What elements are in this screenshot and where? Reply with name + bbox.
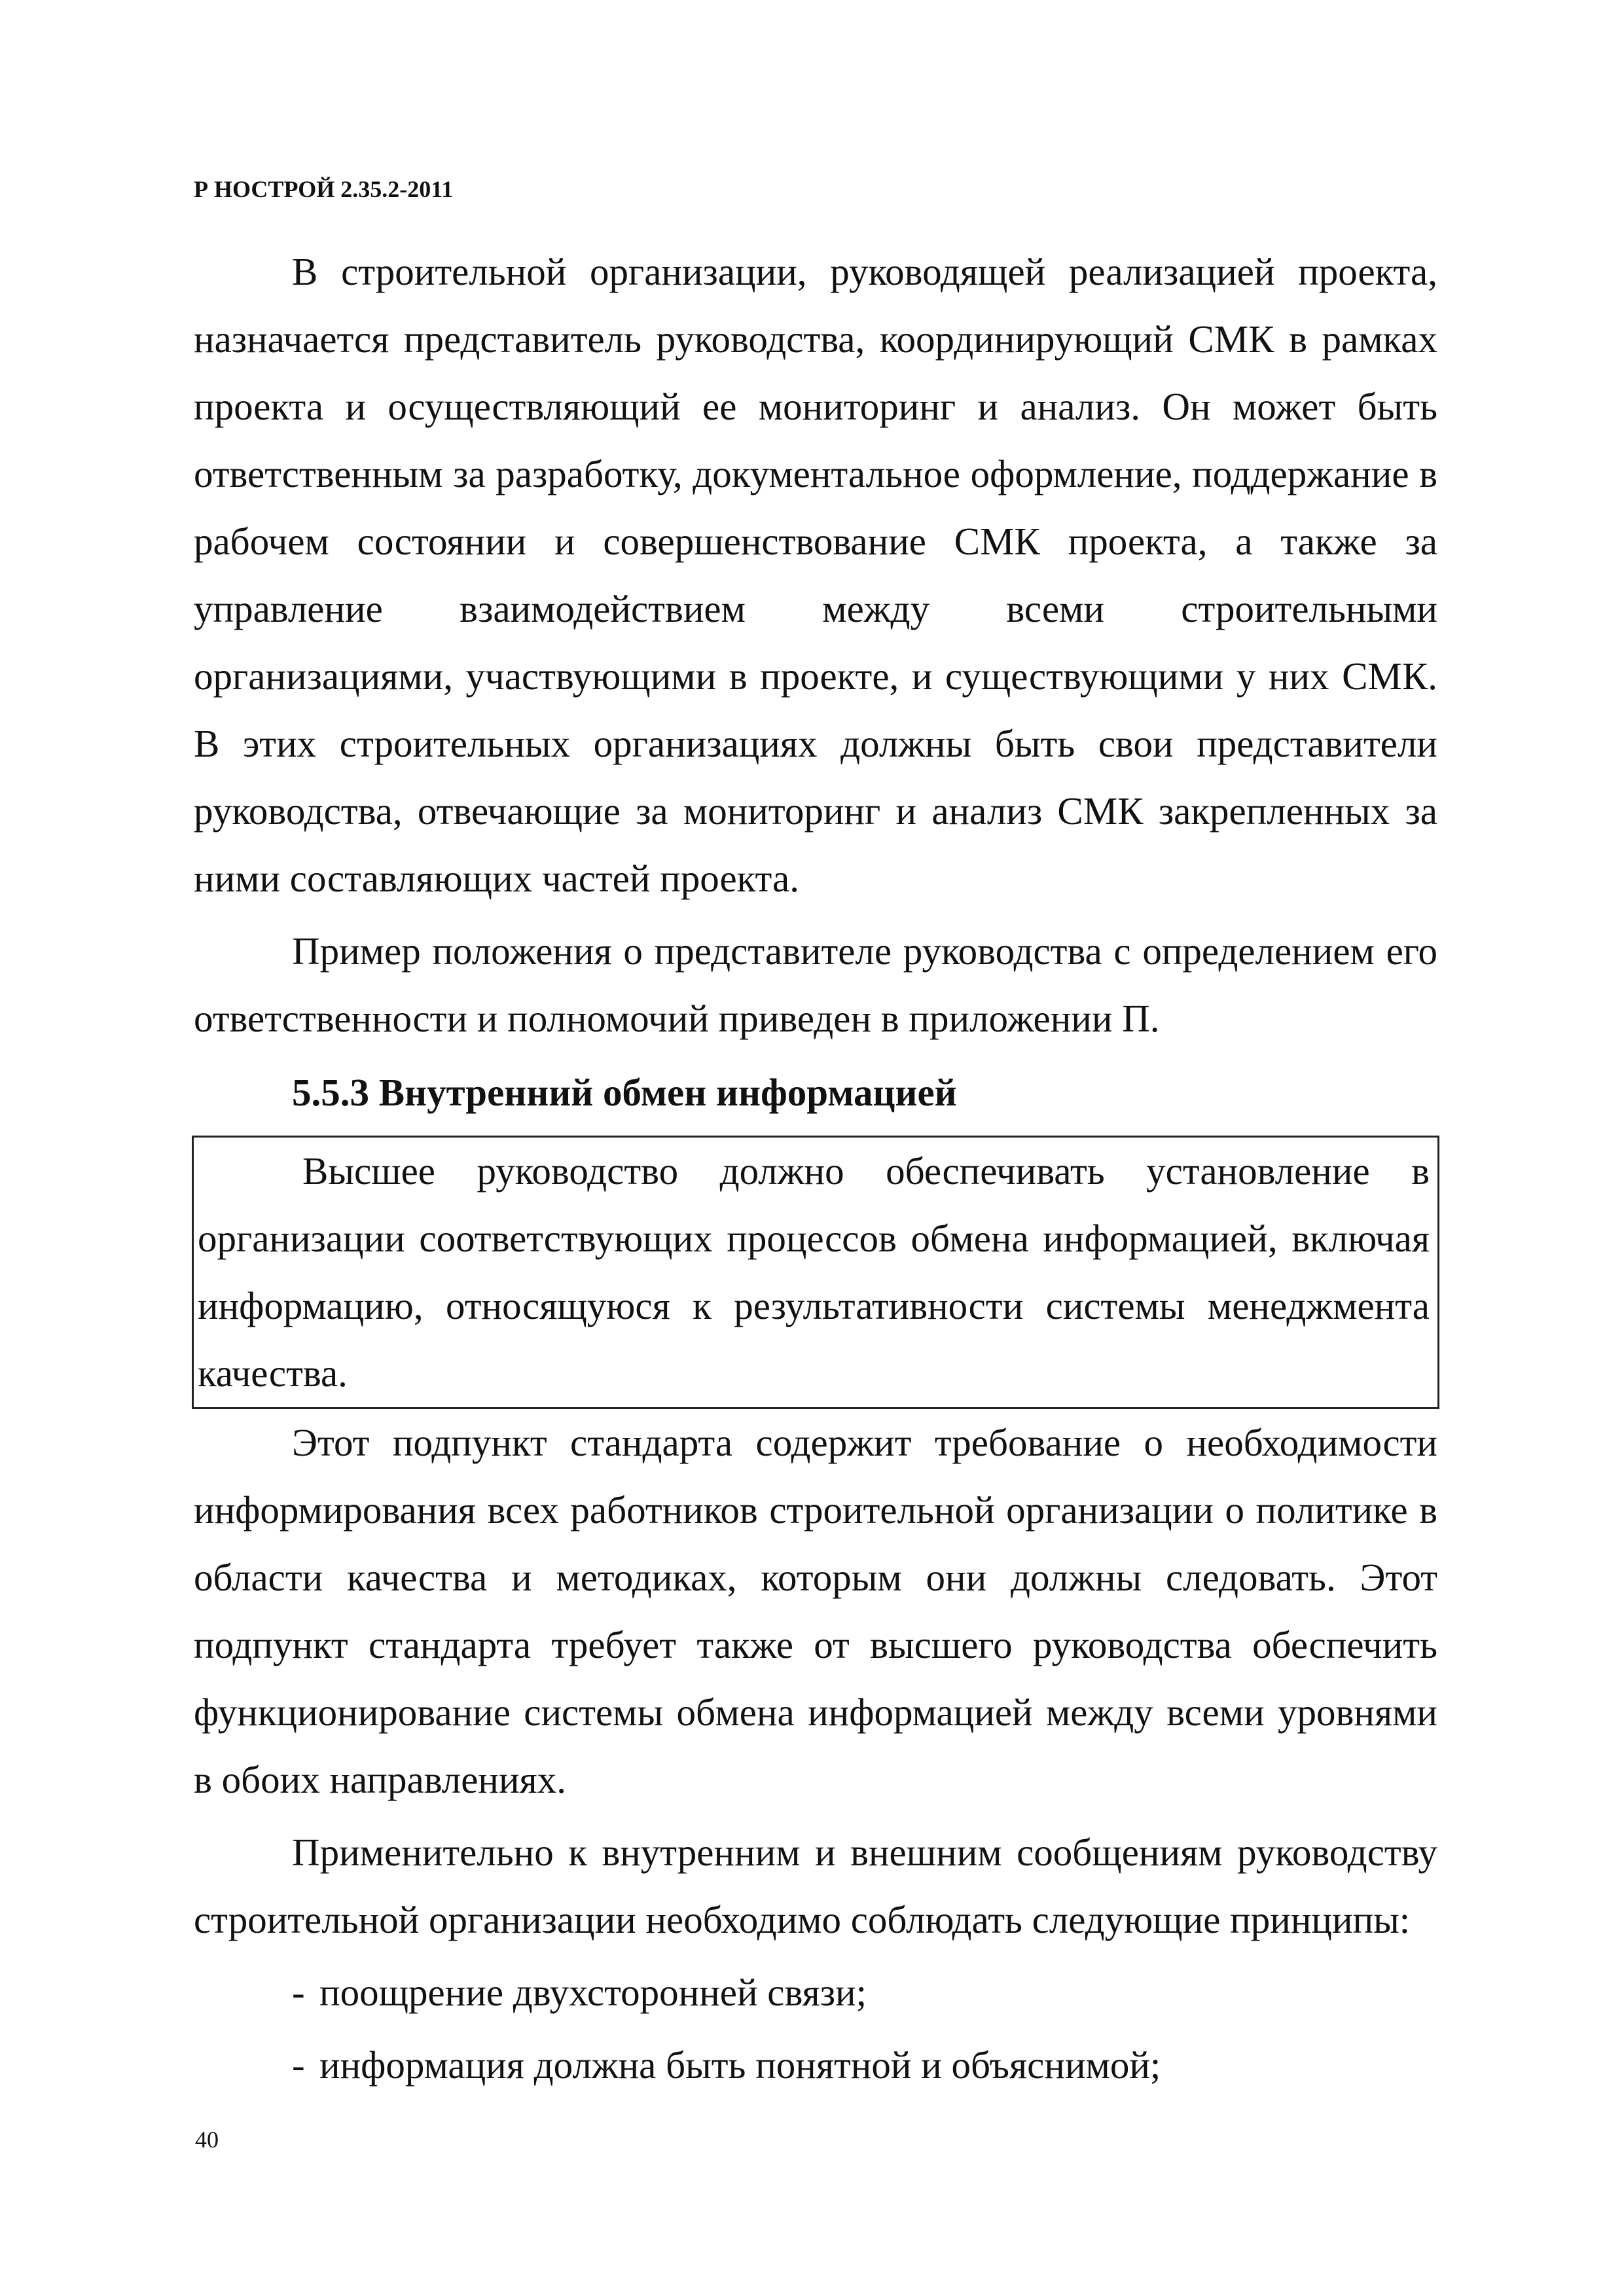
paragraph-example-appendix: Пример положения о представителе руководства с определением его ответственности и полномочий приведен в приложении П. bbox=[194, 929, 1437, 1040]
section-heading: 5.5.3 Внутренний обмен информацией bbox=[292, 1071, 957, 1114]
document-header: Р НОСТРОЙ 2.35.2-2011 bbox=[194, 176, 454, 202]
principles-list bbox=[194, 1959, 1437, 2099]
list-dash: - bbox=[292, 1971, 305, 2014]
list-dash: - bbox=[292, 2043, 305, 2087]
list-item bbox=[194, 2032, 1437, 2099]
page-number: 40 bbox=[195, 2126, 219, 2153]
paragraph-principles-intro: Применительно к внутренним и внешним сообщениям руководству строительной организации необходимо соблюдать следующие принципы: bbox=[194, 1831, 1437, 1941]
list-item bbox=[194, 1959, 1437, 2026]
list-item-text: информация должна быть понятной и объяснимой; bbox=[319, 2043, 1161, 2087]
list-item-text: поощрение двухсторонней связи; bbox=[319, 1971, 867, 2014]
paragraph-requirement: Этот подпункт стандарта содержит требование о необходимости информирования всех работников строительной организации о политике в области качества и методиках, которым они должны следовать. Этот подпункт стандарта требует также от высшего руководства обеспечить функционирование системы обмена информацией между всеми уровнями в обоих направлениях. bbox=[194, 1421, 1437, 1801]
document-body bbox=[194, 238, 1437, 2099]
paragraph-representative: В строительной организации, руководящей реализацией проекта, назначается представитель руководства, координирующий СМК в рамках проекта и осуществляющий ее мониторинг и анализ. Он может быть ответственным за разработку, документальное оформление, поддержание в рабочем состоянии и совершенствование СМК проекта, а также за управление взаимодействием между всеми строительными организациями, участвующими в проекте, и существующими у них СМК. В этих строительных организациях должны быть свои представители руководства, отвечающие за мониторинг и анализ СМК закрепленных за ними составляющих частей проекта. bbox=[194, 250, 1437, 900]
standard-quote-box bbox=[192, 1136, 1439, 1409]
standard-quote-text: Высшее руководство должно обеспечивать установление в организации соответствующих процессов обмена информацией, включая информацию, относящуюся к результативности системы менеджмента качества. bbox=[198, 1149, 1430, 1395]
